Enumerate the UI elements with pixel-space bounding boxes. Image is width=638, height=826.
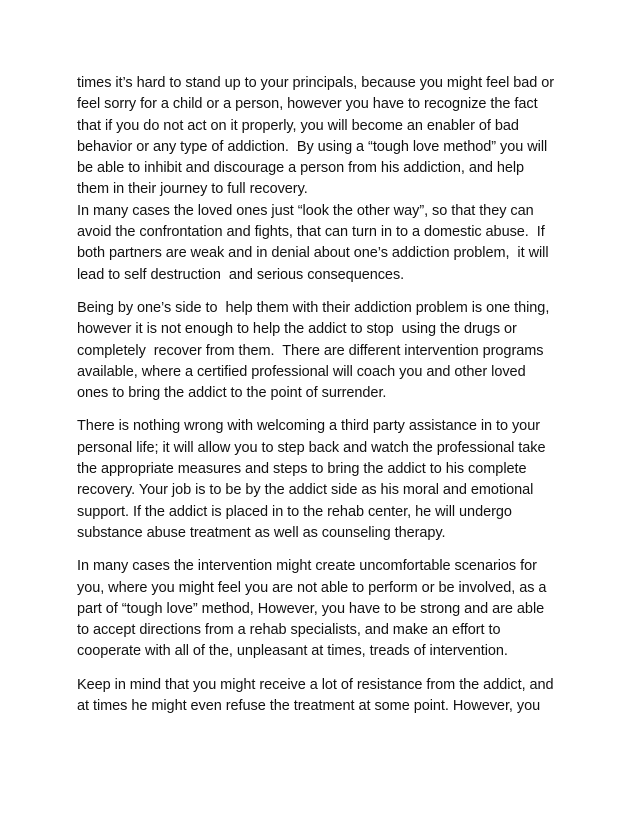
text-line: lead to self destruction and serious consequences.	[77, 266, 405, 283]
text-line: There is nothing wrong with welcoming a third party assistance in to your	[77, 418, 540, 435]
text-line: available, where a certified professional will coach you and other loved	[77, 363, 526, 380]
text-line: Being by one’s side to help them with their addiction problem is one thing,	[77, 299, 550, 316]
text-line: completely recover from them. There are different intervention programs	[77, 342, 544, 359]
paragraph-3	[77, 298, 577, 404]
paragraph-4	[77, 416, 577, 544]
text-line: them in their journey to full recovery.	[77, 181, 308, 198]
text-line: In many cases the loved ones just “look the other way”, so that they can	[77, 202, 534, 219]
paragraph-1	[77, 73, 577, 201]
text-line: times it’s hard to stand up to your principals, because you might feel bad or	[77, 75, 555, 91]
text-line: personal life; it will allow you to step back and watch the professional take	[77, 439, 546, 456]
text-line: cooperate with all of the, unpleasant at times, treads of intervention.	[77, 643, 508, 660]
document-body	[77, 73, 577, 717]
text-line: at times he might even refuse the treatment at some point. However, you	[77, 698, 541, 715]
text-line: behavior or any type of addiction. By using a “tough love method” you will	[77, 138, 548, 155]
text-line: part of “tough love” method, However, you have to be strong and are able	[77, 600, 545, 617]
text-line: be able to inhibit and discourage a person from his addiction, and help	[77, 160, 525, 177]
text-line: In many cases the intervention might create uncomfortable scenarios for	[77, 558, 537, 575]
text-line: support. If the addict is placed in to the rehab center, he will undergo	[77, 503, 512, 520]
text-line: that if you do not act on it properly, you will become an enabler of bad	[77, 117, 519, 134]
paragraph-5	[77, 556, 577, 662]
text-line: both partners are weak and in denial about one’s addiction problem, it will	[77, 245, 549, 262]
text-line: substance abuse treatment as well as counseling therapy.	[77, 524, 446, 541]
text-line: you, where you might feel you are not able to perform or be involved, as a	[77, 579, 547, 596]
text-line: to accept directions from a rehab specialists, and make an effort to	[77, 622, 501, 639]
text-line: avoid the confrontation and fights, that can turn in to a domestic abuse. If	[77, 224, 545, 241]
text-line: feel sorry for a child or a person, however you have to recognize the fact	[77, 96, 538, 113]
text-line: ones to bring the addict to the point of surrender.	[77, 385, 387, 402]
text-line: however it is not enough to help the addict to stop using the drugs or	[77, 321, 517, 338]
text-line: recovery. Your job is to be by the addict side as his moral and emotional	[77, 482, 534, 499]
paragraph-2	[77, 201, 577, 286]
paragraph-6	[77, 675, 577, 718]
text-line: the appropriate measures and steps to bring the addict to his complete	[77, 461, 527, 478]
text-line: Keep in mind that you might receive a lot of resistance from the addict, and	[77, 676, 554, 693]
